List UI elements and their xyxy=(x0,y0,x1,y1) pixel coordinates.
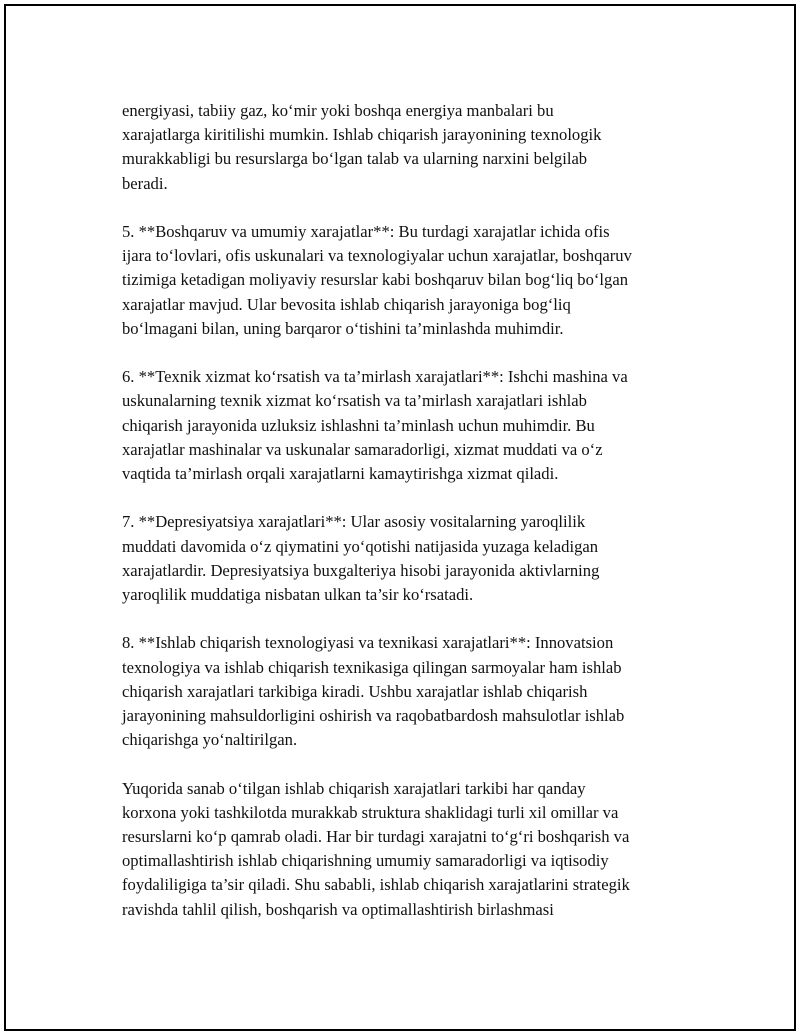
document-body xyxy=(122,99,702,946)
paragraph-item-6 xyxy=(122,365,702,486)
text-line: ravishda tahlil qilish, boshqarish va optimallashtirish birlashmasi xyxy=(122,899,554,919)
text-line: muddati davomida o‘z qiymatini yo‘qotishi natijasida yuzaga keladigan xyxy=(122,536,599,556)
text-line: bo‘lmagani bilan, uning barqaror o‘tishini ta’minlashda muhimdir. xyxy=(122,318,564,338)
paragraph-item-5 xyxy=(122,220,702,341)
paragraph-item-8 xyxy=(122,631,702,752)
text-line: xarajatlarga kiritilishi mumkin. Ishlab chiqarish jarayonining texnologik xyxy=(122,125,602,145)
text-line: murakkabligi bu resurslarga bo‘lgan talab va ularning narxini belgilab xyxy=(122,149,588,169)
text-line: xarajatlardir. Depresiyatsiya buxgalteriya hisobi jarayonida aktivlarning xyxy=(122,560,600,580)
text-line: 5. **Boshqaruv va umumiy xarajatlar**: Bu turdagi xarajatlar ichida ofis xyxy=(122,222,610,241)
text-line: korxona yoki tashkilotda murakkab struktura shaklidagi turli xil omillar va xyxy=(122,802,619,822)
text-line: 7. **Depresiyatsiya xarajatlari**: Ular asosiy vositalarning yaroqlilik xyxy=(122,512,586,532)
text-line: foydaliligiga ta’sir qiladi. Shu sababli, ishlab chiqarish xarajatlarini strategik xyxy=(122,875,630,895)
text-line: yaroqlilik muddatiga nisbatan ulkan ta’sir ko‘rsatadi. xyxy=(122,585,474,605)
text-line: tizimiga ketadigan moliyaviy resurslar kabi boshqaruv bilan bog‘liq bo‘lgan xyxy=(122,270,628,290)
paragraph-item-7 xyxy=(122,510,702,607)
text-line: chiqarish xarajatlari tarkibiga kiradi. Ushbu xarajatlar ishlab chiqarish xyxy=(122,681,588,701)
text-line: beradi. xyxy=(122,173,168,193)
text-line: energiyasi, tabiiy gaz, ko‘mir yoki boshqa energiya manbalari bu xyxy=(122,101,554,120)
text-line: ijara to‘lovlari, ofis uskunalari va texnologiyalar uchun xarajatlar, boshqaruv xyxy=(122,246,632,266)
text-line: resurslarni ko‘p qamrab oladi. Har bir turdagi xarajatni to‘g‘ri boshqarish va xyxy=(122,827,630,847)
text-line: chiqarishga yo‘naltirilgan. xyxy=(122,730,298,750)
text-line: uskunalarning texnik xizmat ko‘rsatish va ta’mirlash xarajatlari ishlab xyxy=(122,391,587,411)
page-frame xyxy=(4,4,796,1031)
text-line: 8. **Ishlab chiqarish texnologiyasi va texnikasi xarajatlari**: Innovatsion xyxy=(122,633,614,653)
text-line: xarajatlar mashinalar va uskunalar samaradorligi, xizmat muddati va o‘z xyxy=(122,439,603,459)
paragraph-energy-continuation xyxy=(122,99,702,196)
text-line: Yuqorida sanab o‘tilgan ishlab chiqarish xarajatlari tarkibi har qanday xyxy=(122,778,586,798)
text-line: chiqarish jarayonida uzluksiz ishlashni ta’minlash uchun muhimdir. Bu xyxy=(122,415,595,435)
text-line: vaqtida ta’mirlash orqali xarajatlarni kamaytirishga xizmat qiladi. xyxy=(122,464,559,484)
paragraph-conclusion xyxy=(122,777,702,922)
text-line: jarayonining mahsuldorligini oshirish va raqobatbardosh mahsulotlar ishlab xyxy=(122,706,625,726)
text-line: optimallashtirish ishlab chiqarishning umumiy samaradorligi va iqtisodiy xyxy=(122,851,609,871)
text-line: 6. **Texnik xizmat ko‘rsatish va ta’mirlash xarajatlari**: Ishchi mashina va xyxy=(122,367,628,387)
text-line: xarajatlar mavjud. Ular bevosita ishlab chiqarish jarayoniga bog‘liq xyxy=(122,294,571,314)
text-line: texnologiya va ishlab chiqarish texnikasiga qilingan sarmoyalar ham ishlab xyxy=(122,657,622,677)
